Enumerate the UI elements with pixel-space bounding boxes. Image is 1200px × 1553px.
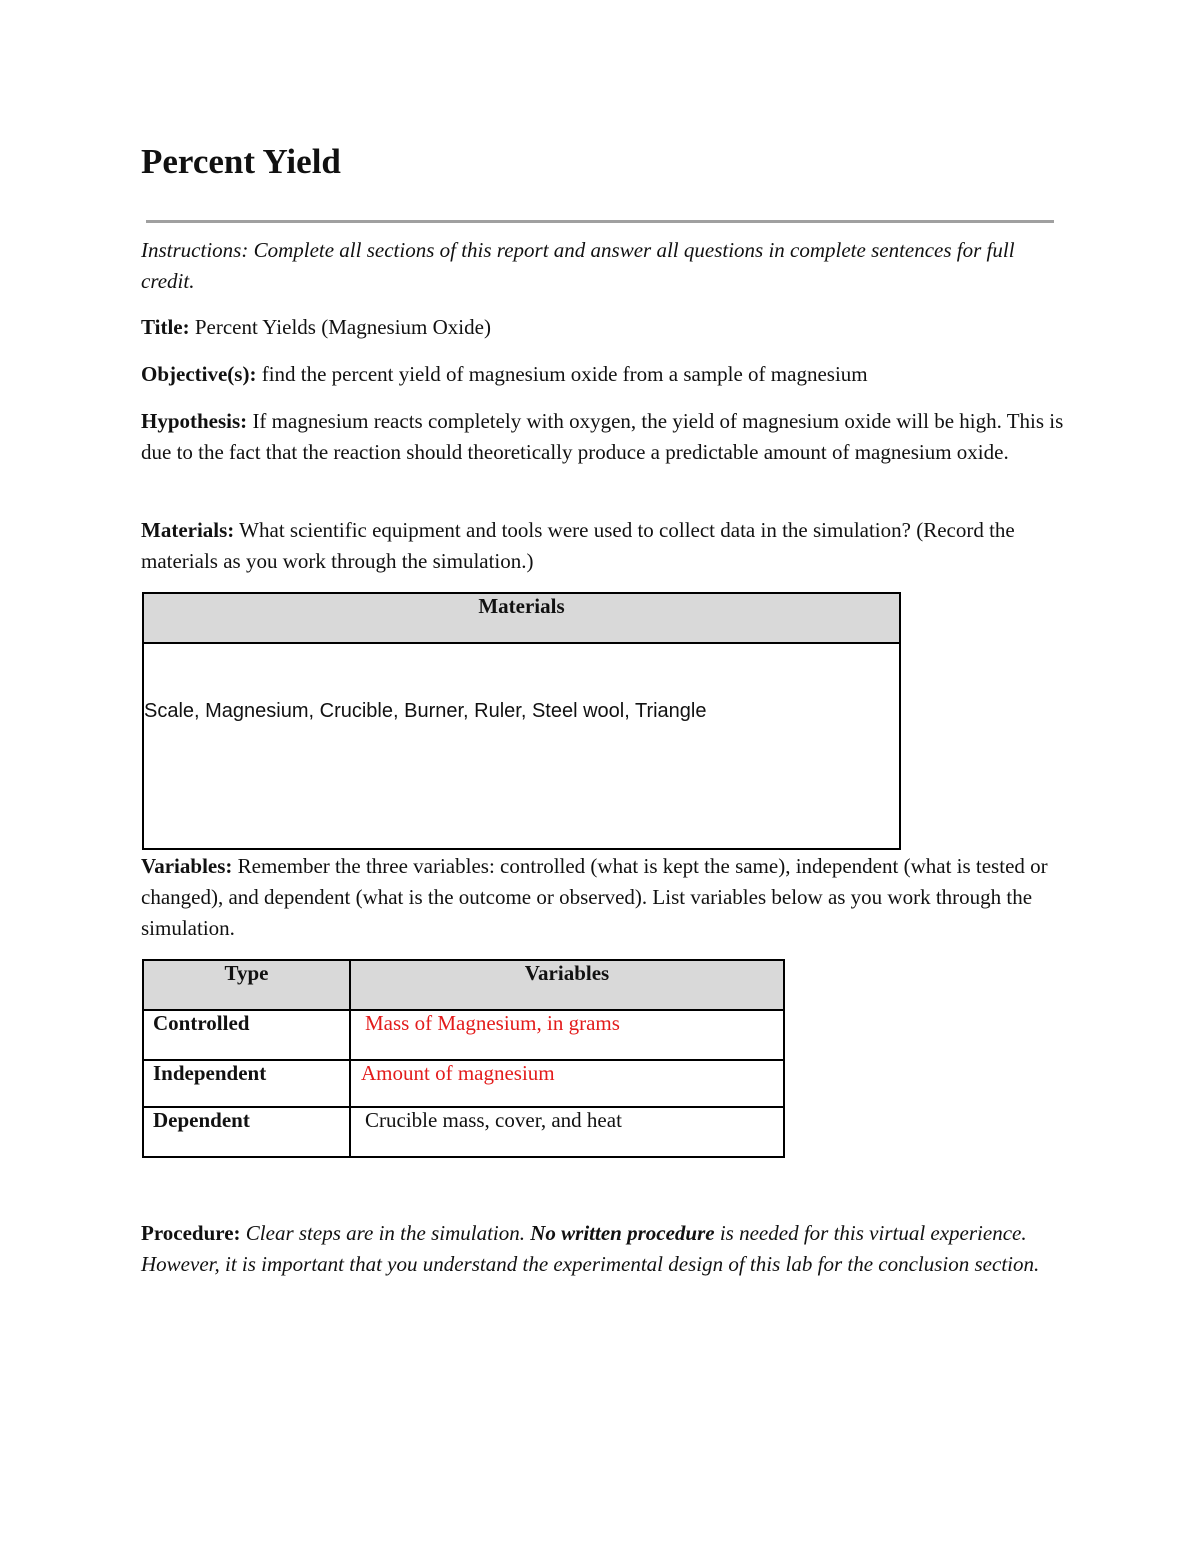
hypothesis-label: Hypothesis:: [141, 409, 248, 433]
materials-table-cell: [143, 643, 900, 849]
title-field-label: Title:: [141, 315, 190, 339]
variable-value-dependent: Crucible mass, cover, and heat: [350, 1107, 784, 1157]
procedure-field: [141, 1218, 1056, 1280]
variable-type-controlled: Controlled: [143, 1010, 350, 1060]
table-row: [143, 1107, 784, 1157]
title-field: [141, 312, 1066, 343]
objective-label: Objective(s):: [141, 362, 257, 386]
procedure-text-a: Clear steps are in the simulation.: [245, 1221, 525, 1245]
title-field-value: Percent Yields (Magnesium Oxide): [194, 315, 491, 339]
variables-table: [142, 959, 785, 1158]
materials-list: Scale, Magnesium, Crucible, Burner, Ruler, Steel wool, Triangle: [144, 699, 707, 722]
variables-field: [141, 851, 1066, 944]
procedure-label: Procedure:: [141, 1221, 241, 1245]
hypothesis-value: If magnesium reacts completely with oxygen, the yield of magnesium oxide will be high. This is due to the fact that the reaction should theoretically produce a predictable amount of magnesium oxide.: [141, 409, 1064, 464]
variables-prompt: Remember the three variables: controlled (what is kept the same), independent (what is tested or changed), and dependent (what is the outcome or observed). List variables below as you work through the simulation.: [141, 854, 1048, 940]
table-row: [143, 1010, 784, 1060]
title-divider: [146, 220, 1054, 223]
materials-table: [142, 592, 901, 850]
instructions-text: Instructions: Complete all sections of this report and answer all questions in complete sentences for full credit.: [141, 238, 1015, 293]
variable-value-independent: Amount of magnesium: [350, 1060, 784, 1107]
variable-type-independent: Independent: [143, 1060, 350, 1107]
procedure-emphasis: No written procedure: [530, 1221, 715, 1245]
hypothesis-field: [141, 406, 1066, 468]
objective-field: [141, 359, 1066, 390]
objective-value: find the percent yield of magnesium oxide from a sample of magnesium: [261, 362, 868, 386]
materials-table-header: Materials: [143, 593, 900, 643]
procedure-text-b: is needed for this virtual experience. However, it is important that you understand the experimental design of this lab for the conclusion section.: [141, 1221, 1040, 1276]
table-row: [143, 1060, 784, 1107]
variables-header-variables: Variables: [350, 960, 784, 1010]
variables-header-type: Type: [143, 960, 350, 1010]
materials-field: [141, 515, 1021, 577]
variables-label: Variables:: [141, 854, 233, 878]
variable-type-dependent: Dependent: [143, 1107, 350, 1157]
document-title: Percent Yield: [141, 142, 341, 181]
variable-value-controlled: Mass of Magnesium, in grams: [350, 1010, 784, 1060]
materials-label: Materials:: [141, 518, 235, 542]
materials-prompt: What scientific equipment and tools were used to collect data in the simulation? (Record the materials as you work through the simulation.): [141, 518, 1015, 573]
